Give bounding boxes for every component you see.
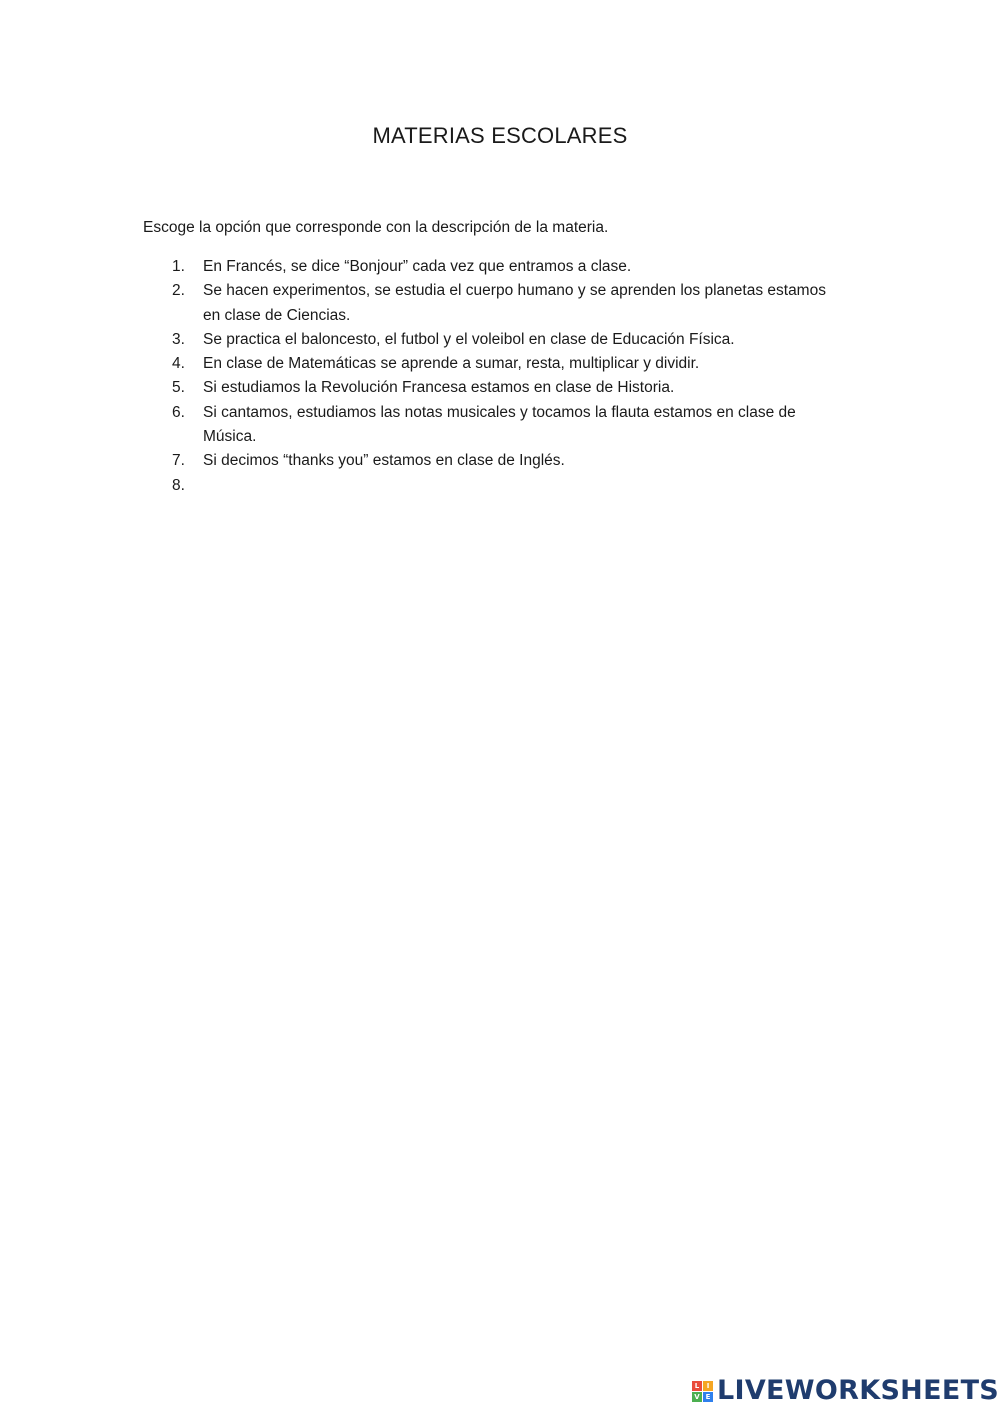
item-text: Se hacen experimentos, se estudia el cuerpo humano y se aprenden los planetas estamos en clase de Ciencias. <box>203 282 826 324</box>
item-number: 8. <box>172 476 185 494</box>
item-text: Si decimos “thanks you” estamos en clase de Inglés. <box>203 452 565 470</box>
list-item <box>143 449 843 473</box>
item-number: 6. <box>172 403 185 421</box>
page-title: MATERIAS ESCOLARES <box>372 123 628 148</box>
logo-text: LIVEWORKSHEETS <box>717 1375 1000 1406</box>
liveworksheets-logo <box>692 1374 999 1408</box>
liveworksheets-logo-icon <box>692 1381 713 1402</box>
item-text <box>203 477 207 494</box>
logo-tile: I <box>703 1381 713 1391</box>
logo-tile: V <box>692 1392 702 1402</box>
item-text: Si cantamos, estudiamos las notas musicales y tocamos la flauta estamos en clase de Música. <box>203 403 796 446</box>
item-text: Se practica el baloncesto, el futbol y el voleibol en clase de Educación Física. <box>203 330 735 348</box>
item-number: 3. <box>172 330 185 348</box>
item-number: 7. <box>172 452 185 470</box>
item-number: 5. <box>172 379 185 397</box>
item-text: Si estudiamos la Revolución Francesa estamos en clase de Historia. <box>203 379 675 397</box>
item-text: En Francés, se dice “Bonjour” cada vez que entramos a clase. <box>203 258 632 275</box>
sentence-list <box>143 255 843 498</box>
item-text: En clase de Matemáticas se aprende a sumar, resta, multiplicar y dividir. <box>203 355 700 373</box>
list-item <box>143 328 843 352</box>
list-item <box>143 279 843 328</box>
list-item <box>143 474 843 498</box>
instruction-text: Escoge la opción que corresponde con la descripción de la materia. <box>143 219 609 236</box>
logo-tile: E <box>703 1392 713 1402</box>
item-number: 4. <box>172 355 185 373</box>
item-number: 1. <box>172 258 185 275</box>
item-number: 2. <box>172 282 185 300</box>
list-item <box>143 401 843 450</box>
list-item <box>143 255 843 279</box>
logo-tile: L <box>692 1381 702 1391</box>
list-item <box>143 352 843 376</box>
list-item <box>143 376 843 400</box>
